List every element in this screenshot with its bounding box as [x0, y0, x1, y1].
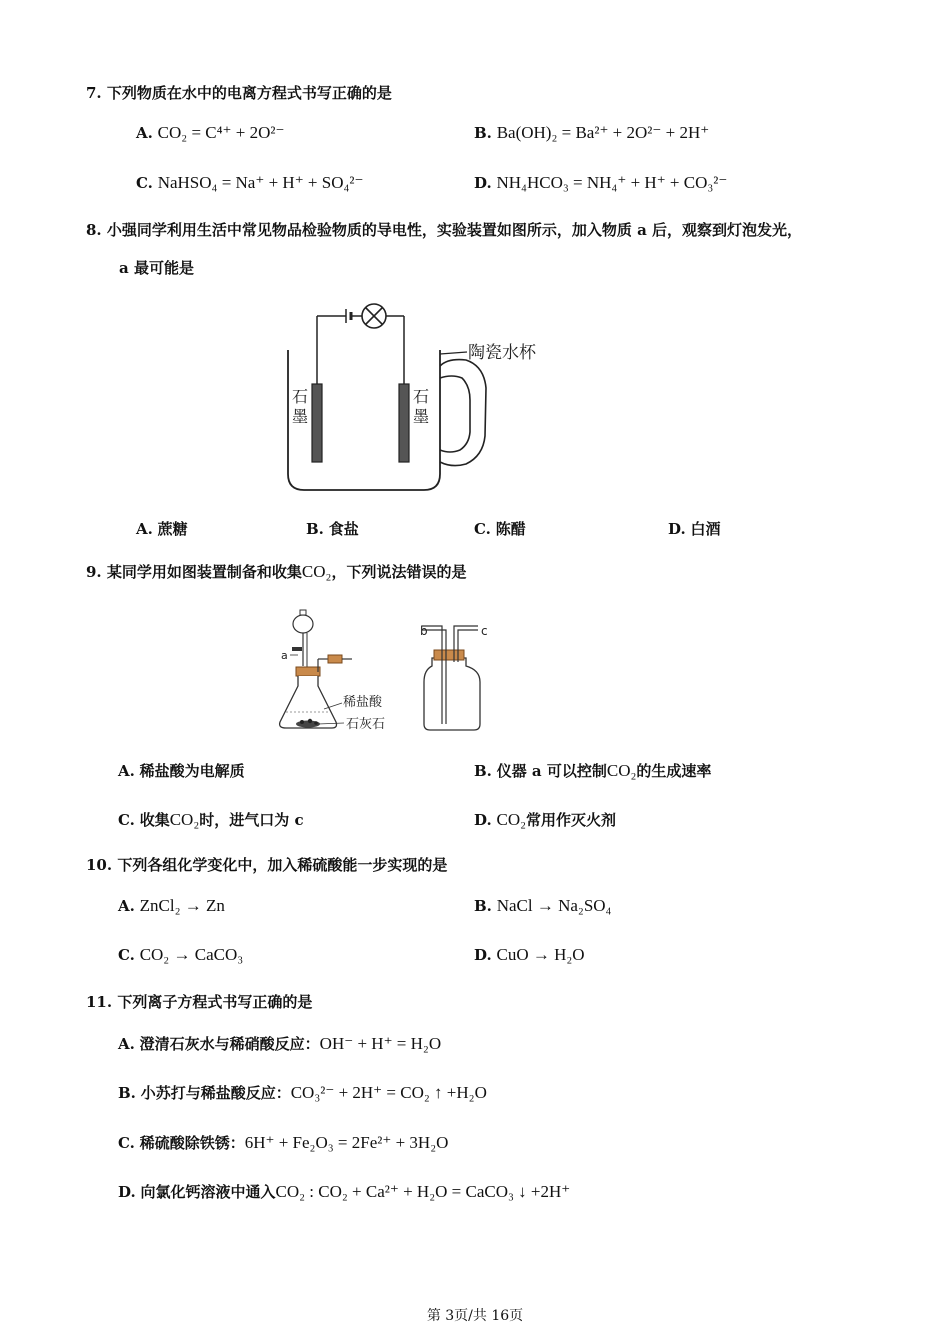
- right-electrode-label-1: 石: [413, 387, 430, 406]
- q8-stem-line1: 8. 小强同学利用生活中常见物品检验物质的导电性，实验装置如图所示，加入物质 a 后，观察到灯泡发光，: [86, 221, 803, 239]
- q11-option-c-eq: 6H⁺ + Fe₂O₃ = 2Fe²⁺ + 3H₂O: [244, 1133, 449, 1152]
- q8-option-c-text: 陈醋: [495, 520, 526, 538]
- q8-option-a[interactable]: [136, 518, 188, 539]
- q9-label-c: c: [481, 624, 488, 638]
- q10-option-c-label: C.: [118, 946, 135, 964]
- q7-option-d[interactable]: [474, 173, 727, 193]
- q7-option-b-eq: Ba(OH)₂ = Ba²⁺ + 2O²⁻ + 2H⁺: [496, 123, 710, 142]
- q9-label-a: a: [281, 649, 288, 662]
- q10-option-a-eq: ZnCl₂ → Zn: [139, 896, 225, 915]
- q11-option-c-text: 稀硫酸除铁锈：: [139, 1134, 245, 1152]
- q11-option-d-eq: CO₂ : CO₂ + Ca²⁺ + H₂O = CaCO₃ ↓ +2H⁺: [275, 1182, 571, 1201]
- q9-option-c-formula: CO₂: [169, 810, 200, 829]
- q7-option-c[interactable]: [136, 173, 363, 193]
- q10-option-c-eq: CO₂ → CaCO₃: [139, 945, 244, 964]
- q8-option-c[interactable]: [474, 518, 526, 539]
- q9-stem-formula: CO₂: [301, 562, 332, 581]
- q7-option-b[interactable]: [474, 123, 709, 143]
- q9-option-b-post: 的生成速率: [636, 762, 712, 780]
- q11-option-a-eq: OH⁻ + H⁺ = H₂O: [319, 1034, 442, 1053]
- q9-option-b[interactable]: [474, 760, 711, 781]
- q8-option-d-label: D.: [668, 520, 686, 538]
- q11-option-b-text: 小苏打与稀盐酸反应：: [140, 1084, 291, 1102]
- q10-option-d-eq: CuO → H₂O: [496, 945, 585, 964]
- q9-stem-post: ，下列说法错误的是: [331, 563, 467, 581]
- q8-option-c-label: C.: [474, 520, 491, 538]
- page-number-footer: 第 3页/共 16页: [426, 1308, 524, 1324]
- q10-option-d[interactable]: [474, 945, 585, 965]
- q8-stem-line2: a 最可能是: [119, 259, 194, 277]
- q10-option-d-label: D.: [474, 946, 492, 964]
- q11-option-d-label: D.: [118, 1183, 136, 1201]
- q11-option-a[interactable]: [118, 1033, 441, 1054]
- q11-option-a-label: A.: [118, 1035, 135, 1053]
- q9-co2-apparatus-figure: [270, 606, 510, 738]
- q11-option-c-label: C.: [118, 1134, 135, 1152]
- q7-stem: 7. 下列物质在水中的电离方程式书写正确的是: [86, 84, 392, 102]
- left-graphite-electrode: [312, 384, 322, 462]
- q9-option-a-text: 稀盐酸为电解质: [139, 762, 245, 780]
- q9-label-acid: 稀盐酸: [343, 695, 383, 710]
- q7-option-a-eq: CO₂ = C⁴⁺ + 2O²⁻: [157, 123, 285, 142]
- q7-option-b-label: B.: [474, 124, 492, 142]
- q11-option-d[interactable]: [118, 1181, 570, 1202]
- q11-option-b-label: B.: [118, 1084, 136, 1102]
- q9-option-c-pre: 收集: [139, 811, 170, 829]
- right-electrode-label-2: 墨: [413, 407, 430, 426]
- left-electrode-label-2: 墨: [292, 407, 309, 426]
- q10-option-a-label: A.: [118, 897, 135, 915]
- q10-option-b-label: B.: [474, 897, 492, 915]
- q9-stem: [86, 561, 466, 582]
- q7-option-d-eq: NH₄HCO₃ = NH₄⁺ + H⁺ + CO₃²⁻: [496, 173, 728, 192]
- q11-option-d-text: 向氯化钙溶液中通入: [140, 1183, 276, 1201]
- cup-label: 陶瓷水杯: [468, 343, 536, 363]
- q9-option-b-pre: 仪器 a 可以控制: [496, 762, 607, 780]
- q9-option-b-label: B.: [474, 762, 492, 780]
- q7-option-a[interactable]: [136, 123, 284, 143]
- q11-option-a-text: 澄清石灰水与稀硝酸反应：: [139, 1035, 320, 1053]
- q9-option-b-formula: CO₂: [606, 761, 637, 780]
- q10-option-b-eq: NaCl → Na₂SO₄: [496, 896, 612, 915]
- left-electrode-label-1: 石: [292, 387, 309, 406]
- q9-option-c[interactable]: [118, 809, 304, 830]
- q9-option-c-label: C.: [118, 811, 135, 829]
- q9-option-d-label: D.: [474, 811, 492, 829]
- q10-option-c[interactable]: [118, 945, 243, 965]
- q9-label-stone: 石灰石: [346, 717, 386, 732]
- q9-option-d-formula: CO₂: [496, 810, 527, 829]
- q9-option-a-label: A.: [118, 762, 135, 780]
- q7-option-d-label: D.: [474, 174, 492, 192]
- right-graphite-electrode: [399, 384, 409, 462]
- q11-stem: 11. 下列离子方程式书写正确的是: [86, 993, 313, 1011]
- q9-stem-pre: 9. 某同学用如图装置制备和收集: [86, 563, 302, 581]
- q8-conductivity-figure: [270, 296, 570, 498]
- q11-option-b-eq: CO₃²⁻ + 2H⁺ = CO₂ ↑ +H₂O: [290, 1083, 487, 1102]
- q7-option-c-eq: NaHSO₄ = Na⁺ + H⁺ + SO₄²⁻: [157, 173, 364, 192]
- q9-option-c-post: 时，进气口为 c: [199, 811, 304, 829]
- q9-option-a[interactable]: [118, 760, 245, 781]
- q8-option-b[interactable]: [306, 518, 359, 539]
- q8-option-b-text: 食盐: [328, 520, 359, 538]
- q8-option-d-text: 白酒: [690, 520, 721, 538]
- q7-option-a-label: A.: [136, 124, 153, 142]
- q8-option-a-label: A.: [136, 520, 153, 538]
- q10-option-a[interactable]: [118, 896, 225, 916]
- q9-option-d[interactable]: [474, 809, 616, 830]
- q8-option-d[interactable]: [668, 518, 721, 539]
- q7-option-c-label: C.: [136, 174, 153, 192]
- q10-option-b[interactable]: [474, 896, 611, 916]
- q8-option-b-label: B.: [306, 520, 324, 538]
- q10-stem: 10. 下列各组化学变化中，加入稀硫酸能一步实现的是: [86, 856, 448, 874]
- q8-option-a-text: 蔗糖: [157, 520, 188, 538]
- q11-option-b[interactable]: [118, 1082, 487, 1103]
- q11-option-c[interactable]: [118, 1132, 448, 1153]
- q9-label-b: b: [420, 624, 428, 638]
- q9-option-d-post: 常用作灭火剂: [526, 811, 617, 829]
